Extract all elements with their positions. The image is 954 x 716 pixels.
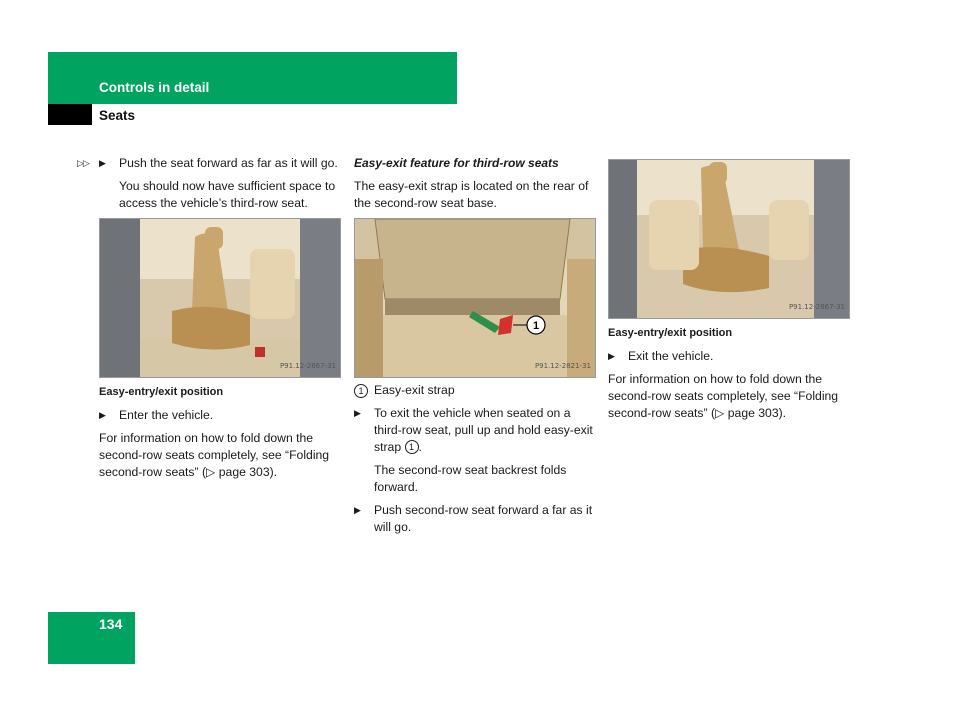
step-text: Exit the vehicle. [628,349,714,363]
step-text: Push second-row seat forward a far as it will go. [374,503,593,534]
callout-marker: 1 [405,440,419,454]
seat-illustration [100,219,340,377]
bullet-icon: ▶ [608,351,615,361]
figure-code: P91.12-2821-31 [534,362,591,370]
step-enter-vehicle [99,407,339,424]
note-text: You should now have sufficient space to access the vehicle’s third-row seat. [119,179,336,210]
callout-number: 1 [532,320,540,332]
note-text: The second-row seat backrest folds forward. [374,463,567,494]
column-middle [354,155,594,542]
info-text: For information on how to fold down the second-row seats completely, see “Folding second-row seats” (▷ page 303). [99,431,330,479]
bullet-icon: ▶ [354,505,361,515]
step-push-forward [354,502,594,536]
step-exit-vehicle [608,348,848,365]
strap-illustration [355,219,595,377]
step-push-seat [77,155,339,172]
seat-illustration [609,160,849,318]
figure-code: P91.12-2867-31 [788,303,845,311]
step-text: To exit the vehicle when seated on a third-row seat, pull up and hold easy-exit strap [374,406,593,454]
step-text: Enter the vehicle. [119,408,214,422]
bullet-icon: ▶ [99,410,106,420]
subsection-marker [48,104,92,125]
step-text: Push the seat forward as far as it will go. [119,156,338,170]
step-pull-strap: ▶ To exit the vehicle when seated on a third-row seat, pull up and hold easy-exit strap 1 . [354,406,593,454]
legend-text: Easy-exit strap [374,383,455,397]
info-text: For information on how to fold down the second-row seats completely, see “Folding second-row seats” (▷ page 303). [608,372,839,420]
strap-photo [354,218,596,378]
legend-item [354,382,594,399]
column-right [608,159,848,428]
intro-text: The easy-exit strap is located on the rear of the second-row seat base. [354,179,589,210]
seat-photo-2 [608,159,850,319]
seat-photo [99,218,341,378]
bullet-icon: ▶ [99,158,106,168]
header-band [48,52,457,104]
callout-marker: 1 [354,384,368,398]
column-left [77,155,339,487]
section-heading: Easy-exit feature for third-row seats [354,156,559,170]
section-title: Controls in detail [99,80,210,95]
page-number: 134 [99,616,123,632]
figure-caption: Easy-entry/exit position [99,386,224,398]
bullet-icon: ▶ [354,408,361,418]
figure-code: P91.12-2867-31 [279,362,336,370]
figure-caption: Easy-entry/exit position [608,327,733,339]
subsection-title: Seats [99,108,136,123]
continuation-mark: ▷▷ [77,158,89,168]
